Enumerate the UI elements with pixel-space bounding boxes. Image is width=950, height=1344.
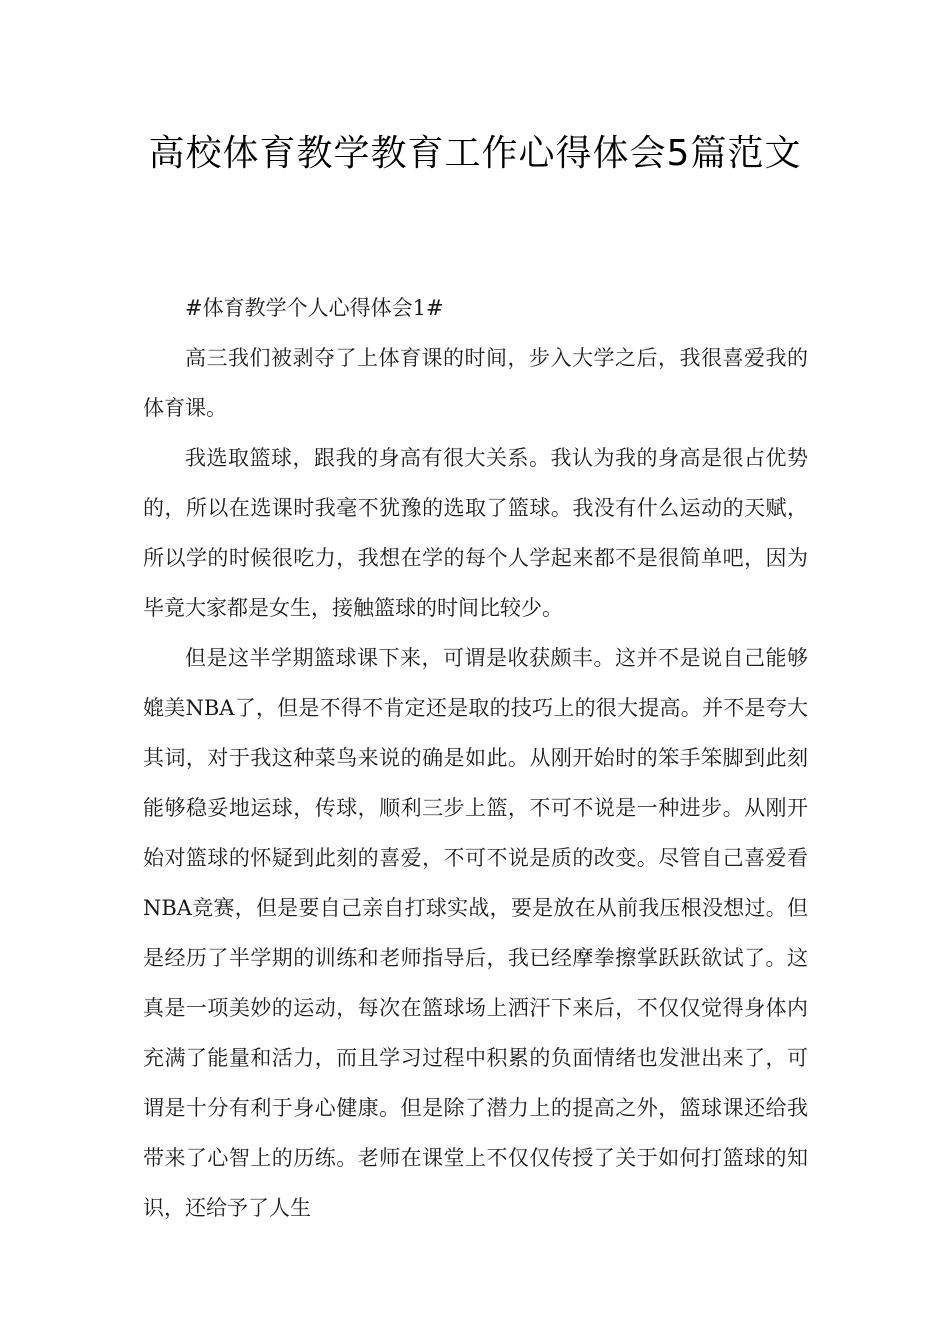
paragraph-2: 我选取篮球，跟我的身高有很大关系。我认为我的身高是很占优势的，所以在选课时我毫不犹豫的选取了篮球。我没有什么运动的天赋，所以学的时候很吃力，我想在学的每个人学起来都不是很简单吧，因为毕竟大家都是女生，接触篮球的时间比较少。 — [143, 446, 808, 620]
document-body — [143, 283, 808, 1233]
document-title: 高校体育教学教育工作心得体会5篇范文 — [148, 133, 802, 174]
paragraph-1: 高三我们被剥夺了上体育课的时间，步入大学之后，我很喜爱我的体育课。 — [143, 346, 808, 420]
section-heading: #体育教学个人心得体会1# — [185, 296, 444, 320]
paragraph-3: 但是这半学期篮球课下来，可谓是收获颇丰。这并不是说自己能够媲美NBA了，但是不得不肯定还是取的技巧上的很大提高。并不是夸大其词，对于我这种菜鸟来说的确是如此。从刚开始时的笨手笨脚到此刻能够稳妥地运球，传球，顺利三步上篮，不可不说是一种进步。从刚开始对篮球的怀疑到此刻的喜爱，不可不说是质的改变。尽管自己喜爱看NBA竞赛，但是要自己亲自打球实战，要是放在从前我压根没想过。但是经历了半学期的训练和老师指导后，我已经摩拳擦掌跃跃欲试了。这真是一项美妙的运动，每次在篮球场上洒汗下来后，不仅仅觉得身体内充满了能量和活力，而且学习过程中积累的负面情绪也发泄出来了，可谓是十分有利于身心健康。但是除了潜力上的提高之外，篮球课还给我带来了心智上的历练。老师在课堂上不仅仅传授了关于如何打篮球的知识，还给予了人生 — [143, 646, 808, 1220]
